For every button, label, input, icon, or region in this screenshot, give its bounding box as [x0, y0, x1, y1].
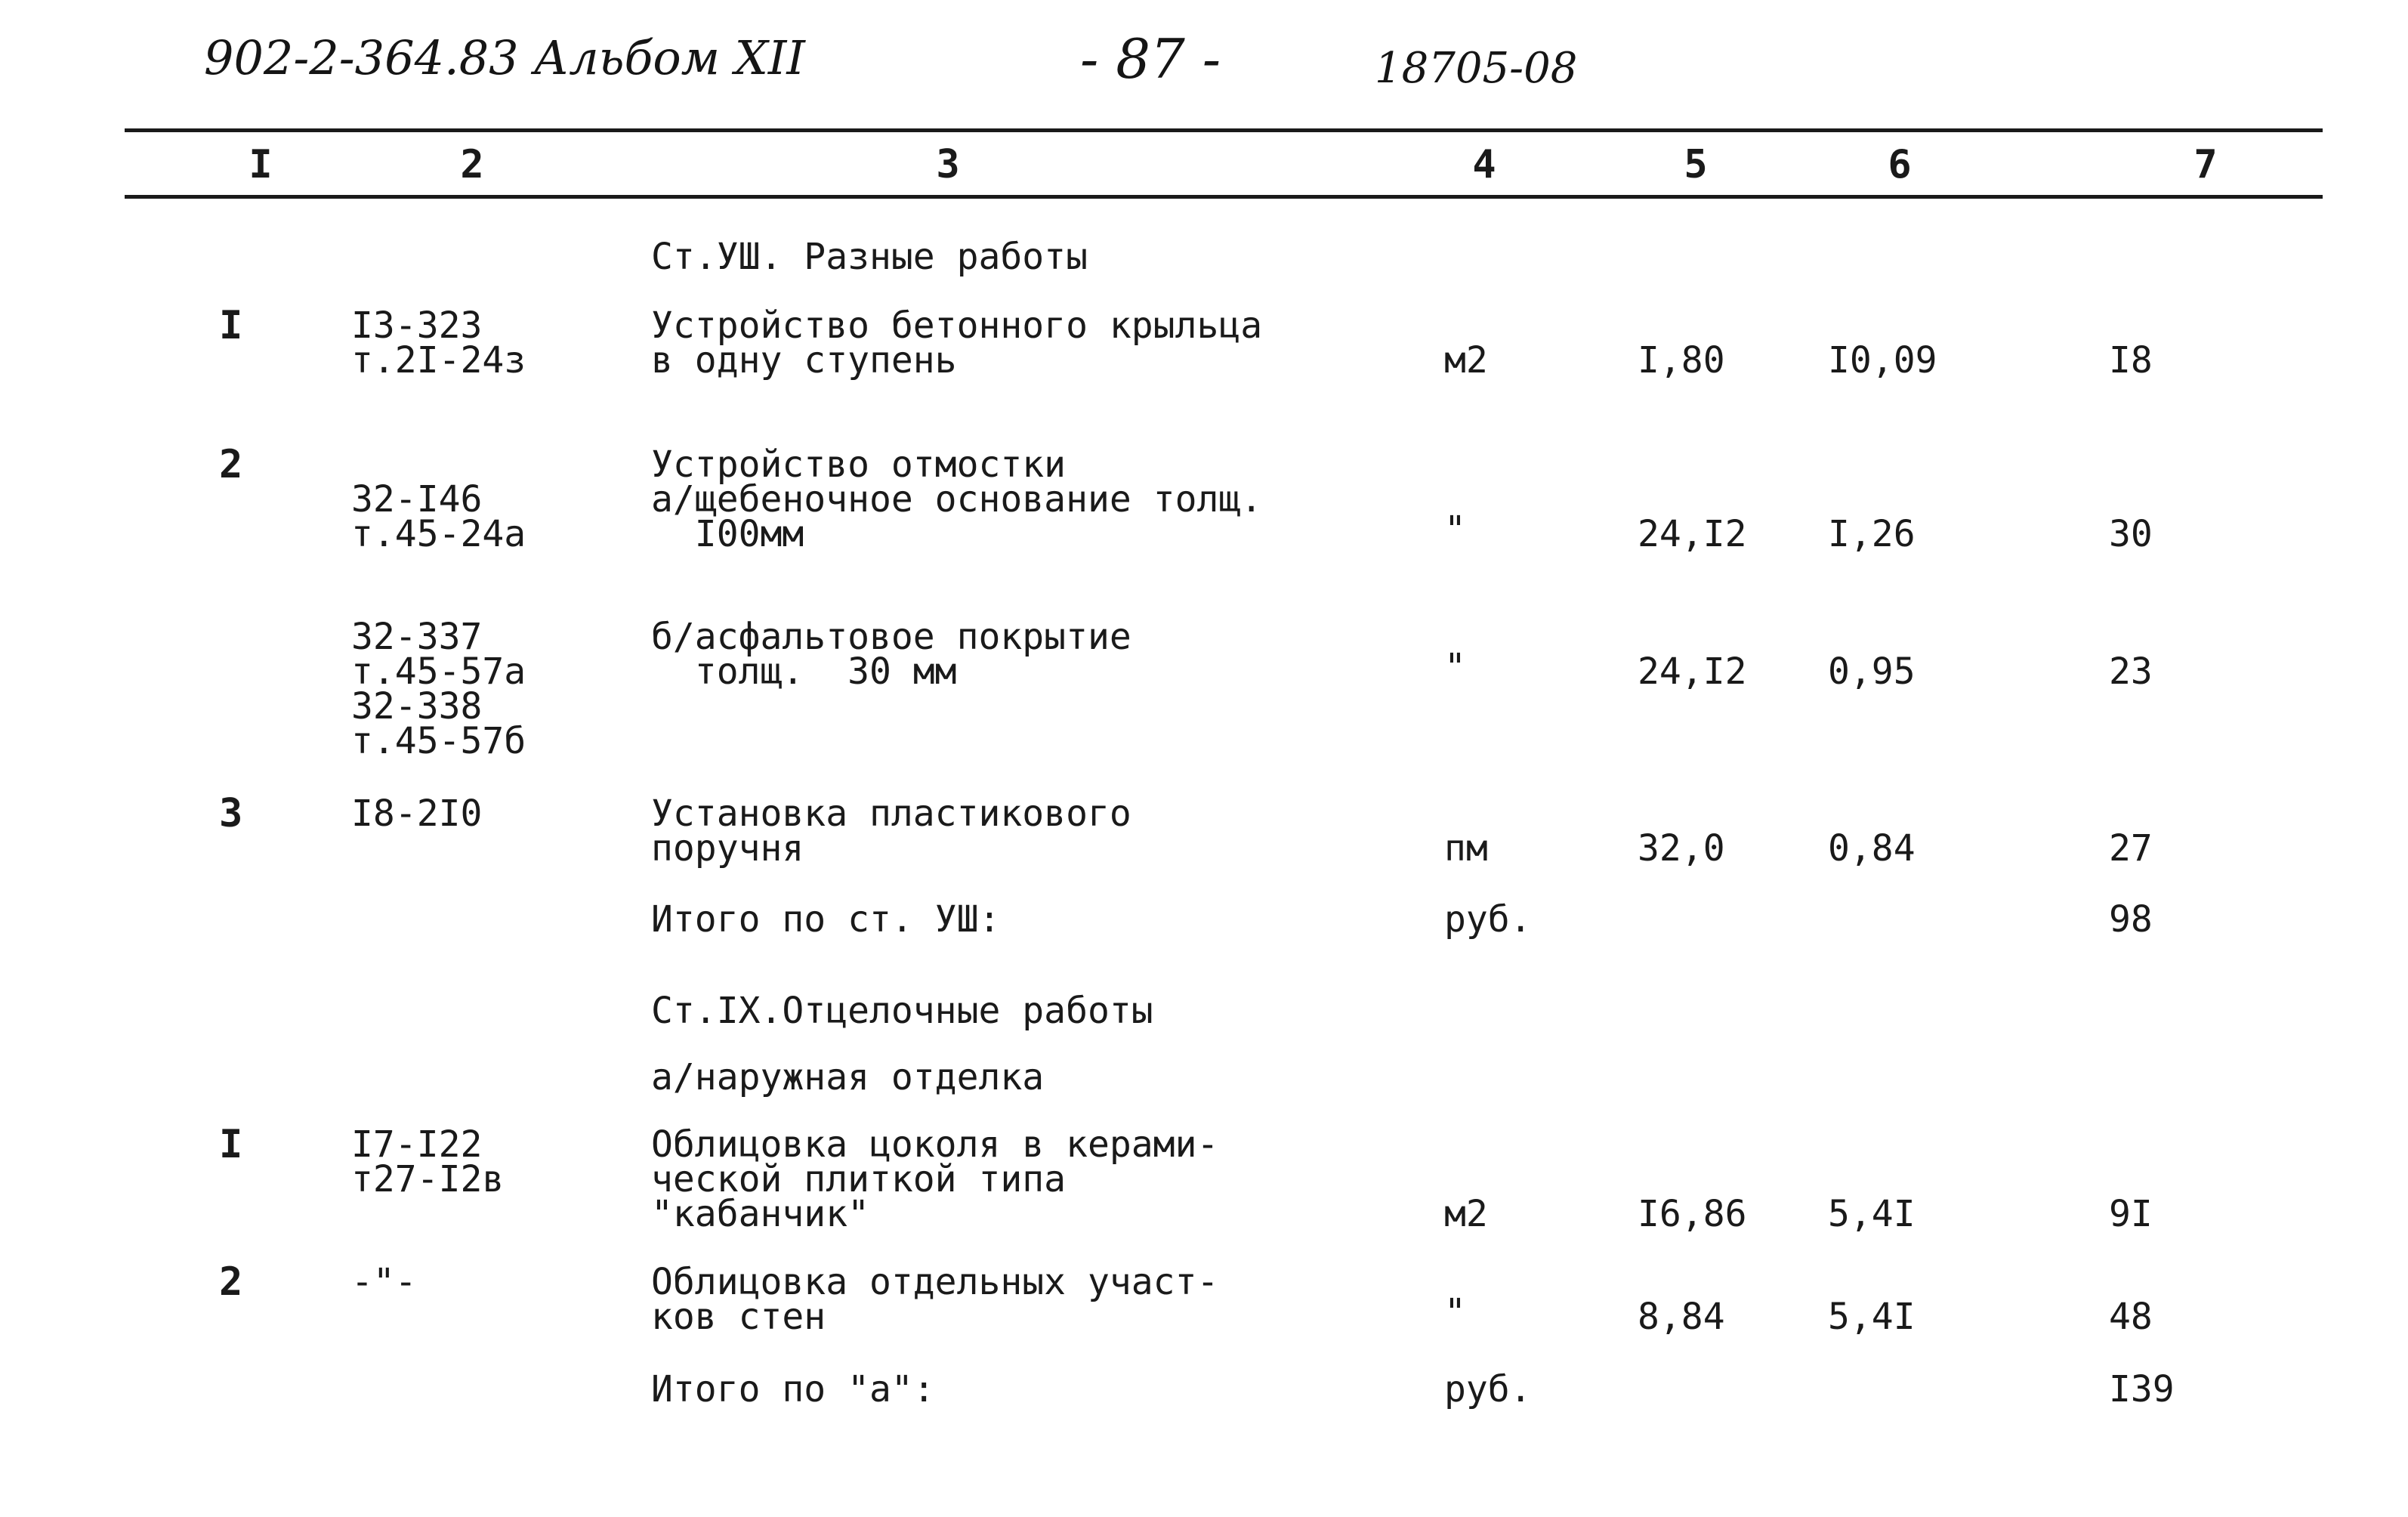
- column-header-1: I: [249, 142, 273, 187]
- column-header-6: 6: [1888, 142, 1912, 187]
- document-code: 902-2-364.83 Альбом XII: [204, 30, 805, 85]
- rate-code: I8-2I0: [351, 792, 483, 835]
- total: 27: [2109, 827, 2153, 870]
- column-header-3: 3: [936, 142, 960, 187]
- column-header-7: 7: [2193, 142, 2218, 187]
- total: 23: [2109, 650, 2153, 693]
- rate-code: 32-337 т.45-57а 32-338 т.45-57б: [351, 616, 526, 762]
- total-label: Итого по ст. УШ:: [651, 898, 1001, 941]
- work-description: Установка пластикового поручня: [651, 792, 1131, 870]
- unit-price: I,26: [1828, 513, 1916, 555]
- work-description: Облицовка цоколя в керами- ческой плиткой типа "кабанчик": [651, 1123, 1219, 1235]
- column-header-4: 4: [1472, 142, 1496, 187]
- unit: ": [1444, 646, 1466, 688]
- table-header-rule: [125, 195, 2323, 199]
- row-number: I: [219, 1122, 243, 1167]
- column-header-2: 2: [460, 142, 484, 187]
- row-number: 3: [219, 791, 243, 836]
- table-top-rule: [125, 128, 2323, 132]
- unit-price: I0,09: [1828, 339, 1937, 382]
- total-unit: руб.: [1444, 898, 1532, 941]
- unit: м2: [1444, 339, 1488, 382]
- subsection-title-exterior: а/наружная отделка: [651, 1056, 1045, 1098]
- section-title-viii: Ст.УШ. Разные работы: [651, 236, 1088, 278]
- unit: пм: [1444, 827, 1488, 870]
- quantity: 24,I2: [1638, 650, 1747, 693]
- total-label: Итого по "а":: [651, 1368, 935, 1410]
- unit-price: 0,95: [1828, 650, 1916, 693]
- reference-number: 18705-08: [1375, 44, 1578, 93]
- unit: ": [1444, 508, 1466, 551]
- unit-price: 0,84: [1828, 827, 1916, 870]
- rate-code: I3-323 т.2I-24з: [351, 304, 526, 382]
- quantity: 24,I2: [1638, 513, 1747, 555]
- total-unit: руб.: [1444, 1368, 1532, 1410]
- total: I8: [2109, 339, 2153, 382]
- row-number: 2: [219, 1259, 243, 1305]
- unit: м2: [1444, 1193, 1488, 1235]
- unit: ": [1444, 1291, 1466, 1333]
- work-description: а/щебеночное основание толщ. I00мм: [651, 478, 1263, 555]
- work-description: Устройство бетонного крыльца в одну ступень: [651, 304, 1263, 382]
- total: 48: [2109, 1296, 2153, 1338]
- rate-code: I7-I22 т27-I2в: [351, 1123, 505, 1200]
- quantity: I6,86: [1638, 1193, 1747, 1235]
- unit-price: 5,4I: [1828, 1193, 1916, 1235]
- total-value: 98: [2109, 898, 2153, 941]
- quantity: I,80: [1638, 339, 1725, 382]
- unit-price: 5,4I: [1828, 1296, 1916, 1338]
- quantity: 8,84: [1638, 1296, 1725, 1338]
- rate-code: 32-I46 т.45-24а: [351, 478, 526, 555]
- quantity: 32,0: [1638, 827, 1725, 870]
- total: 9I: [2109, 1193, 2153, 1235]
- page-number: - 87 -: [1080, 27, 1221, 91]
- work-description: Облицовка отдельных участ- ков стен: [651, 1261, 1219, 1338]
- row-number: 2: [219, 442, 243, 487]
- section-title-ix: Ст.IX.Отцелочные работы: [651, 990, 1153, 1032]
- rate-code: -"-: [351, 1261, 417, 1303]
- row-number: I: [219, 303, 243, 348]
- total-value: I39: [2109, 1368, 2175, 1410]
- work-description: Устройство отмостки: [651, 443, 1067, 486]
- column-header-5: 5: [1684, 142, 1708, 187]
- work-description: б/асфальтовое покрытие толщ. 30 мм: [651, 616, 1131, 693]
- total: 30: [2109, 513, 2153, 555]
